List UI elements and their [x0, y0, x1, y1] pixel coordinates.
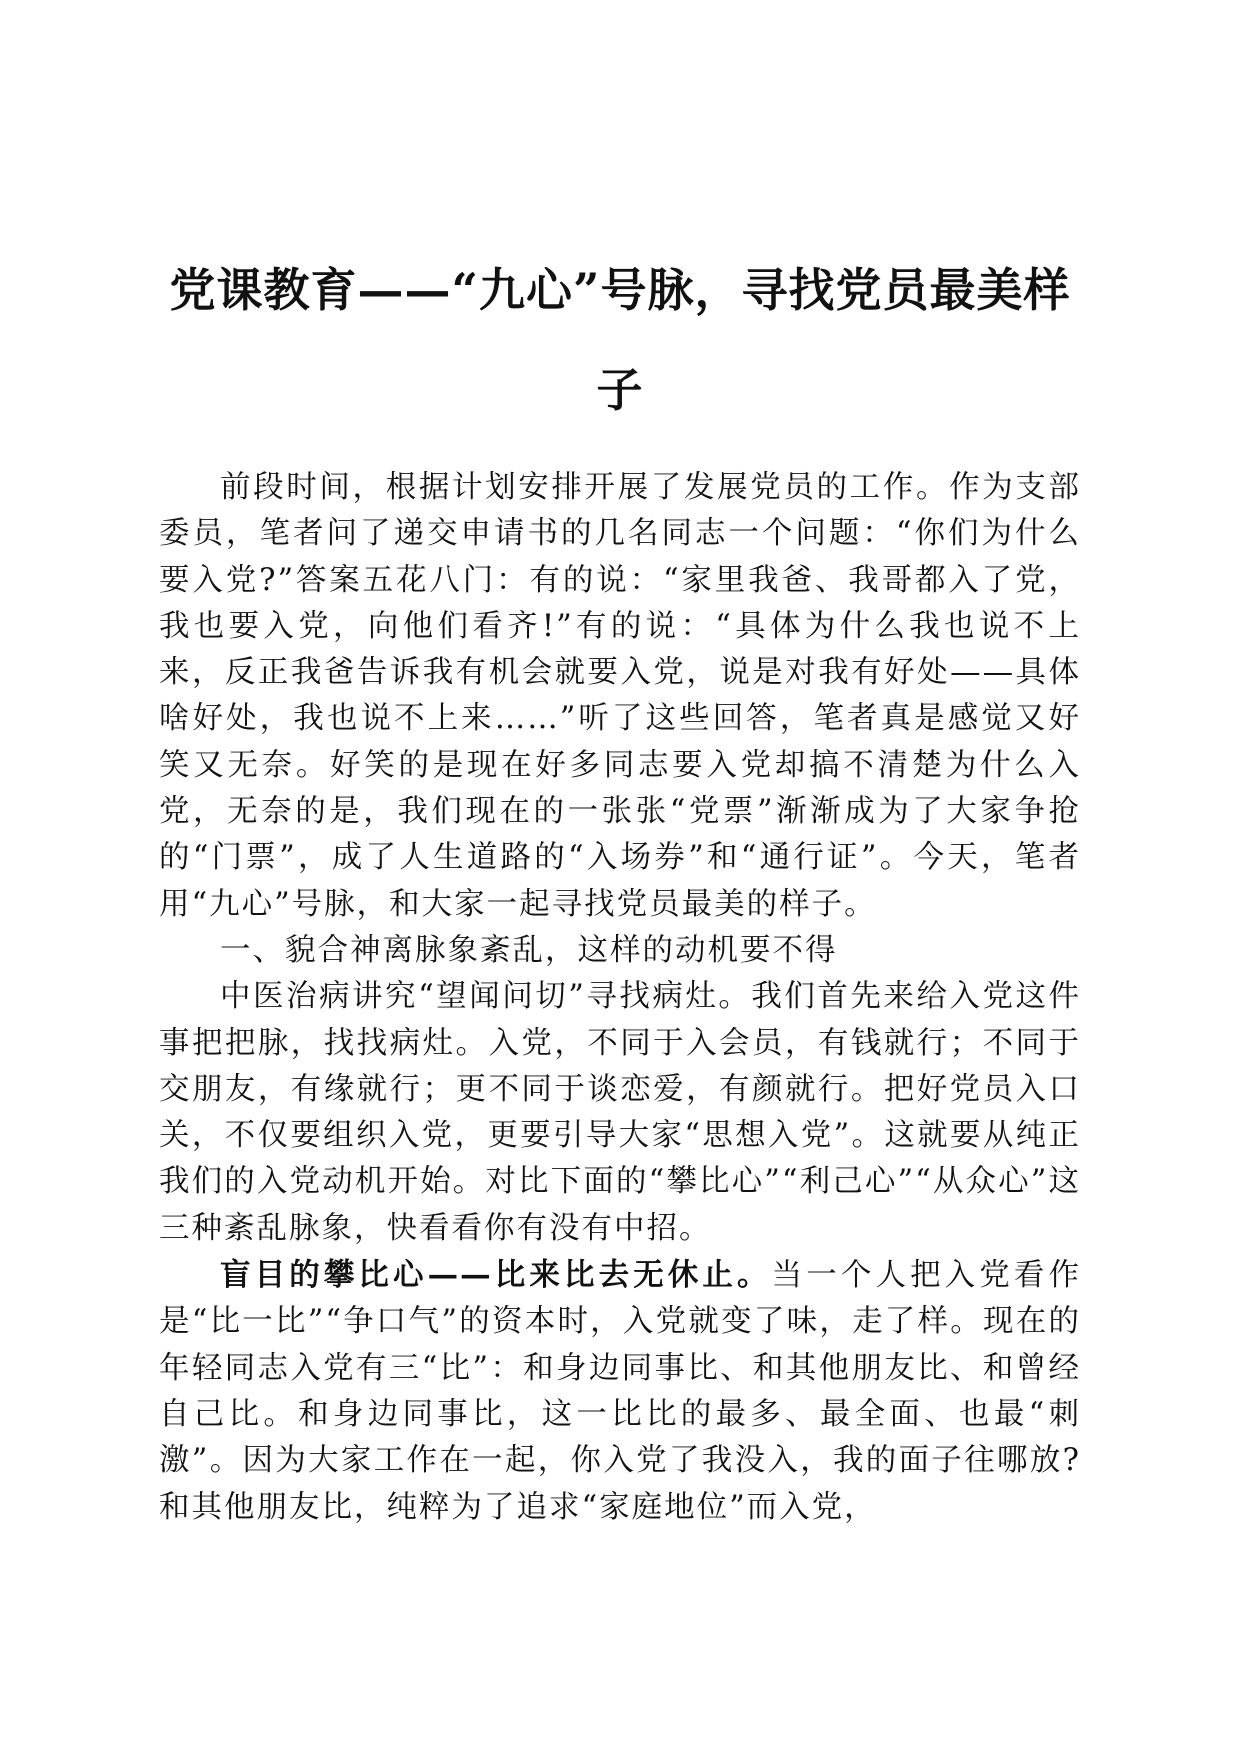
paragraph-diagnosis: 中医治病讲究“望闻问切”寻找病灶。我们首先来给入党这件事把把脉，找找病灶。入党，不同于入会员，有钱就行；不同于交朋友，有缘就行；更不同于谈恋爱，有颜就行。把好党员入口关，不仅要组织入党，更要引导大家“思想入党”。这就要从纯正我们的入党动机开始。对比下面的“攀比心”“利己心”“从众心”这三种紊乱脉象，快看看你有没有中招。: [159, 979, 1081, 1246]
document-body: [159, 465, 1081, 1531]
paragraph-lead-phrase: 盲目的攀比心——比来比去无休止。: [220, 1257, 772, 1294]
section-heading-1: 一、貌合神离脉象紊乱，这样的动机要不得: [220, 932, 838, 968]
paragraph-intro: 前段时间，根据计划安排开展了发展党员的工作。作为支部委员，笔者问了递交申请书的几名同志一个问题：“你们为什么要入党?”答案五花八门：有的说：“家里我爸、我哥都入了党，我也要入党，向他们看齐!”有的说：“具体为什么我也说不上来，反正我爸告诉我有机会就要入党，说是对我有好处——具体啥好处，我也说不上来……”听了这些回答，笔者真是感觉又好笑又无奈。好笑的是现在好多同志要入党却搞不清楚为什么入党，无奈的是，我们现在的一张张“党票”渐渐成为了大家争抢的“门票”，成了人生道路的“入场券”和“通行证”。今天，笔者用“九心”号脉，和大家一起寻找党员最美的样子。: [159, 470, 1081, 922]
paragraph-comparison-text: 当一个人把入党看作是“比一比”“争口气”的资本时，入党就变了味，走了样。现在的年轻同志入党有三“比”：和身边同事比、和其他朋友比、和曾经自己比。和身边同事比，这一比比的最多、最全面、也最“刺激”。因为大家工作在一起，你入党了我没入，我的面子往哪放?和其他朋友比，纯粹为了追求“家庭地位”而入党，: [159, 1258, 1082, 1525]
paragraph-comparison: [159, 1252, 1081, 1531]
document-title: 党课教育——“九心”号脉，寻找党员最美样子: [169, 263, 1071, 417]
